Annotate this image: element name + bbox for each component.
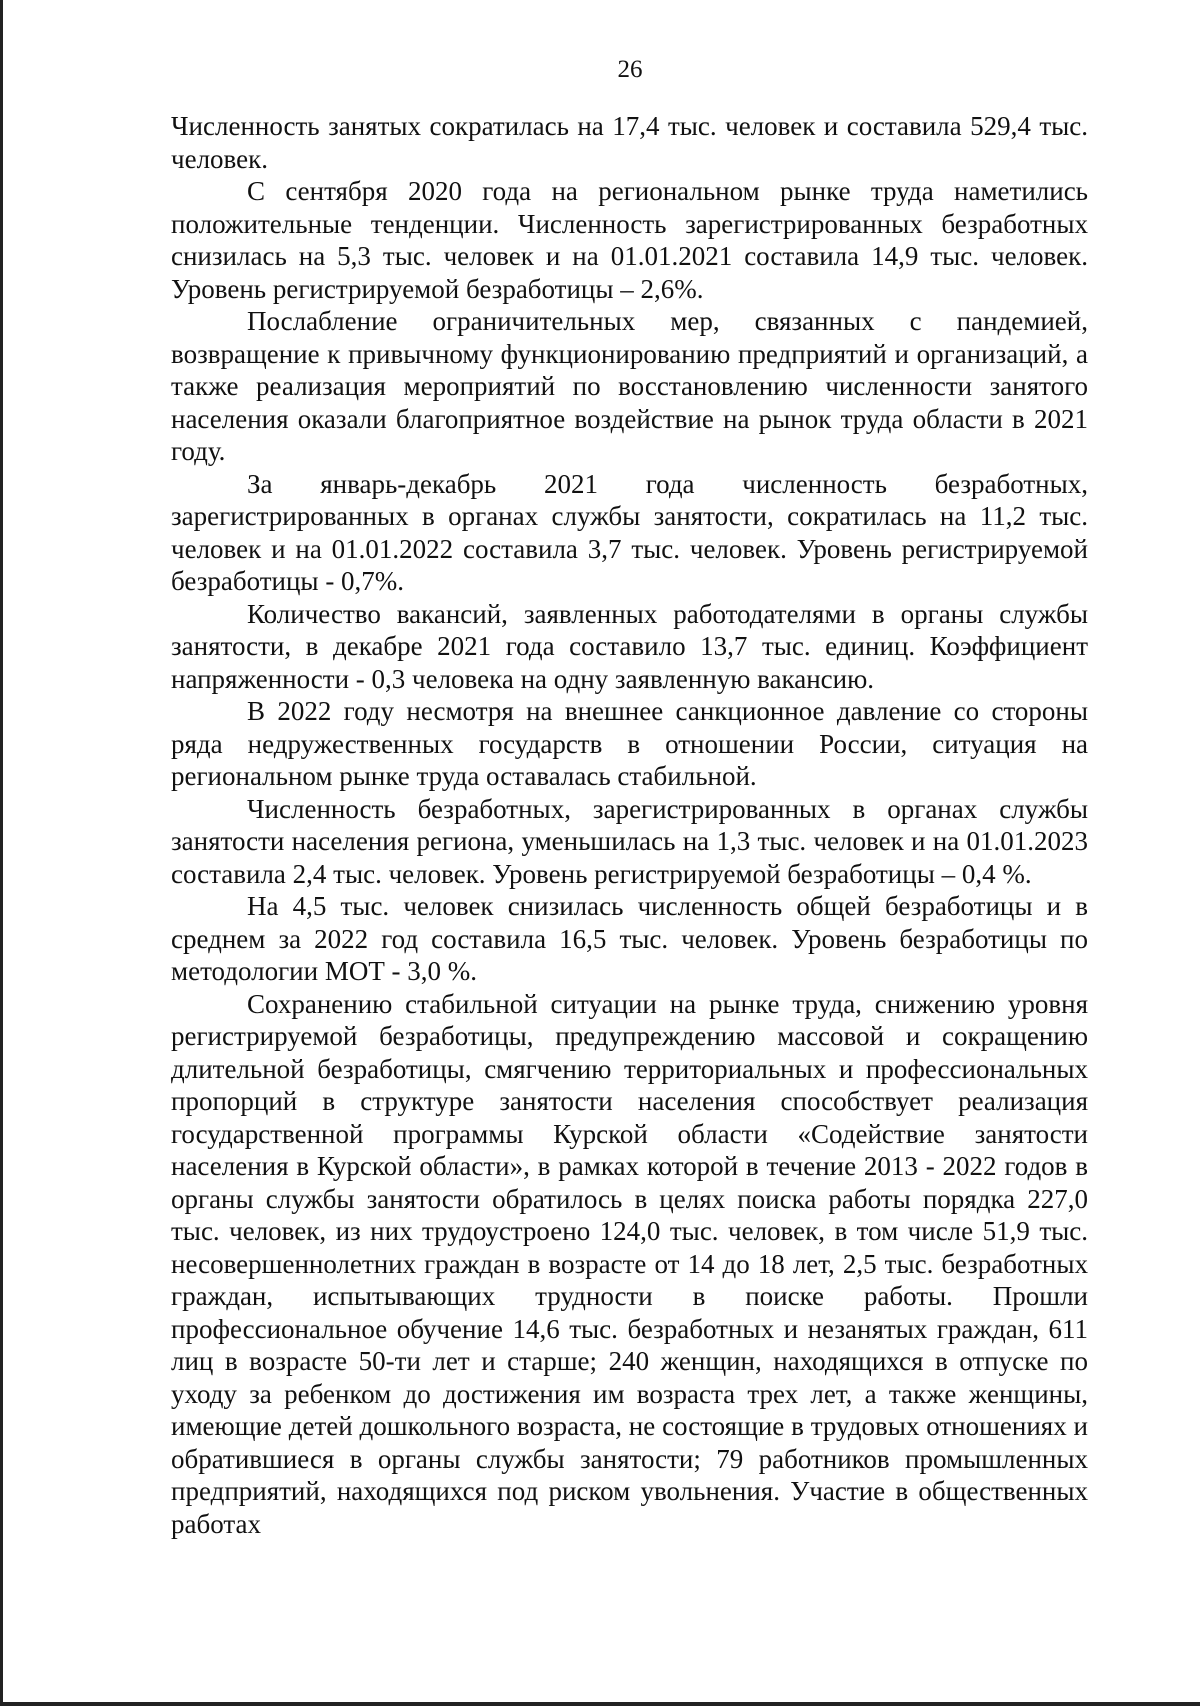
- page-number: 26: [617, 56, 643, 83]
- body-text: [171, 110, 1088, 1540]
- paragraph: Численность безработных, зарегистрированных в органах службы занятости населения региона, уменьшилась на 1,3 тыс. человек и на 01.01.2023 составила 2,4 тыс. человек. Уровень регистрируемой безработицы – 0,4 %.: [171, 793, 1088, 889]
- paragraph: За январь-декабрь 2021 года численность безработных, зарегистрированных в органах службы занятости, сократилась на 11,2 тыс. человек и на 01.01.2022 составила 3,7 тыс. человек. Уровень регистрируемой безработицы - 0,7%.: [171, 468, 1088, 596]
- paragraph: В 2022 году несмотря на внешнее санкционное давление со стороны ряда недружественных государств в отношении России, ситуация на региональном рынке труда оставалась стабильной.: [171, 696, 1088, 791]
- paragraph: С сентября 2020 года на региональном рынке труда наметились положительные тенденции. Численность зарегистрированных безработных снизилась на 5,3 тыс. человек и на 01.01.2021 составила 14,9 тыс. человек. Уровень регистрируемой безработицы – 2,6%.: [171, 176, 1088, 304]
- paragraph: Количество вакансий, заявленных работодателями в органы службы занятости, в декабре 2021 года составило 13,7 тыс. единиц. Коэффициент напряженности - 0,3 человека на одну заявленную вакансию.: [171, 598, 1088, 694]
- scan-edge-left: [0, 0, 3, 1706]
- paragraph: Сохранению стабильной ситуации на рынке труда, снижению уровня регистрируемой безработицы, предупреждению массовой и сокращению длительной безработицы, смягчению территориальных и профессиональных пропорций в структуре занятости населения способствует реализация государственной программы Курской области «Содействие занятости населения в Курской области», в рамках которой в течение 2013 - 2022 годов в органы службы занятости обратилось в целях поиска работы порядка 227,0 тыс. человек, из них трудоустроено 124,0 тыс. человек, в том числе 51,9 тыс. несовершеннолетних граждан в возрасте от 14 до 18 лет, 2,5 тыс. безработных граждан, испытывающих трудности в поиске работы. Прошли профессиональное обучение 14,6 тыс. безработных и незанятых граждан, 611 лиц в возрасте 50-ти лет и старше; 240 женщин, находящихся в отпуске по уходу за ребенком до достижения им возраста трех лет, а также женщины, имеющие детей дошкольного возраста, не состоящие в трудовых отношениях и обратившиеся в органы службы занятости; 79 работников промышленных предприятий, находящихся под риском увольнения. Участие в общественных работах: [171, 988, 1088, 1539]
- paragraph: Численность занятых сократилась на 17,4 тыс. человек и составила 529,4 тыс. человек.: [171, 111, 1088, 174]
- paragraph: На 4,5 тыс. человек снизилась численность общей безработицы и в среднем за 2022 год составила 16,5 тыс. человек. Уровень безработицы по методологии МОТ - 3,0 %.: [171, 891, 1088, 986]
- scan-edge-bottom: [0, 1702, 1200, 1706]
- paragraph: Послабление ограничительных мер, связанных с пандемией, возвращение к привычному функционированию предприятий и организаций, а также реализация мероприятий по восстановлению численности занятого населения оказали благоприятное воздействие на рынок труда области в 2021 году.: [171, 306, 1088, 466]
